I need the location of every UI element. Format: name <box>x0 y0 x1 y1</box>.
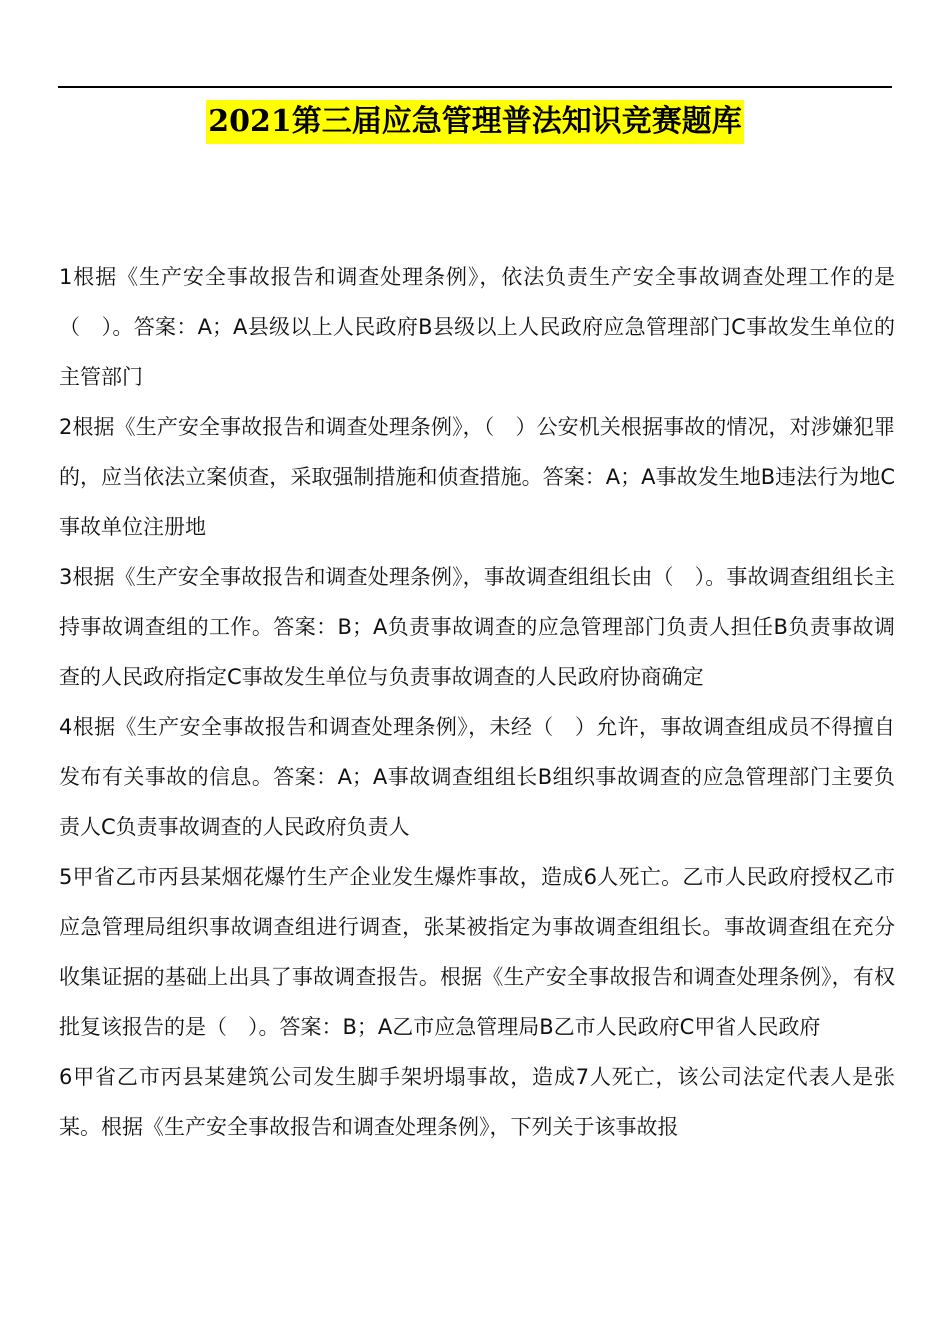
question-3: 3根据《生产安全事故报告和调查处理条例》，事故调查组组长由（ ）。事故调查组组长主持事故调查组的工作。答案：B；A负责事故调查的应急管理部门负责人担任B负责事故调查的人民政府指定C事故发生单位与负责事故调查的人民政府协商确定 <box>59 565 895 689</box>
question-2: 2根据《生产安全事故报告和调查处理条例》，（ ）公安机关根据事故的情况，对涉嫌犯罪的，应当依法立案侦查，采取强制措施和侦查措施。答案：A；A事故发生地B违法行为地C事故单位注册地 <box>59 415 895 539</box>
question-5: 5甲省乙市丙县某烟花爆竹生产企业发生爆炸事故，造成6人死亡。乙市人民政府授权乙市应急管理局组织事故调查组进行调查，张某被指定为事故调查组组长。事故调查组在充分收集证据的基础上出具了事故调查报告。根据《生产安全事故报告和调查处理条例》，有权批复该报告的是（ ）。答案：B；A乙市应急管理局B乙市人民政府C甲省人民政府 <box>59 865 895 1039</box>
title-block <box>0 100 950 144</box>
document-title: 2021第三届应急管理普法知识竞赛题库 <box>206 100 744 144</box>
question-6: 6甲省乙市丙县某建筑公司发生脚手架坍塌事故，造成7人死亡，该公司法定代表人是张某。根据《生产安全事故报告和调查处理条例》，下列关于该事故报 <box>59 1065 895 1139</box>
question-list <box>59 252 895 1152</box>
question-1: 1根据《生产安全事故报告和调查处理条例》，依法负责生产安全事故调查处理工作的是（ ）。答案：A；A县级以上人民政府B县级以上人民政府应急管理部门C事故发生单位的主管部门 <box>59 265 895 389</box>
question-4: 4根据《生产安全事故报告和调查处理条例》，未经（ ）允许，事故调查组成员不得擅自发布有关事故的信息。答案：A；A事故调查组组长B组织事故调查的应急管理部门主要负责人C负责事故调查的人民政府负责人 <box>59 715 895 839</box>
header-rule <box>58 86 892 88</box>
